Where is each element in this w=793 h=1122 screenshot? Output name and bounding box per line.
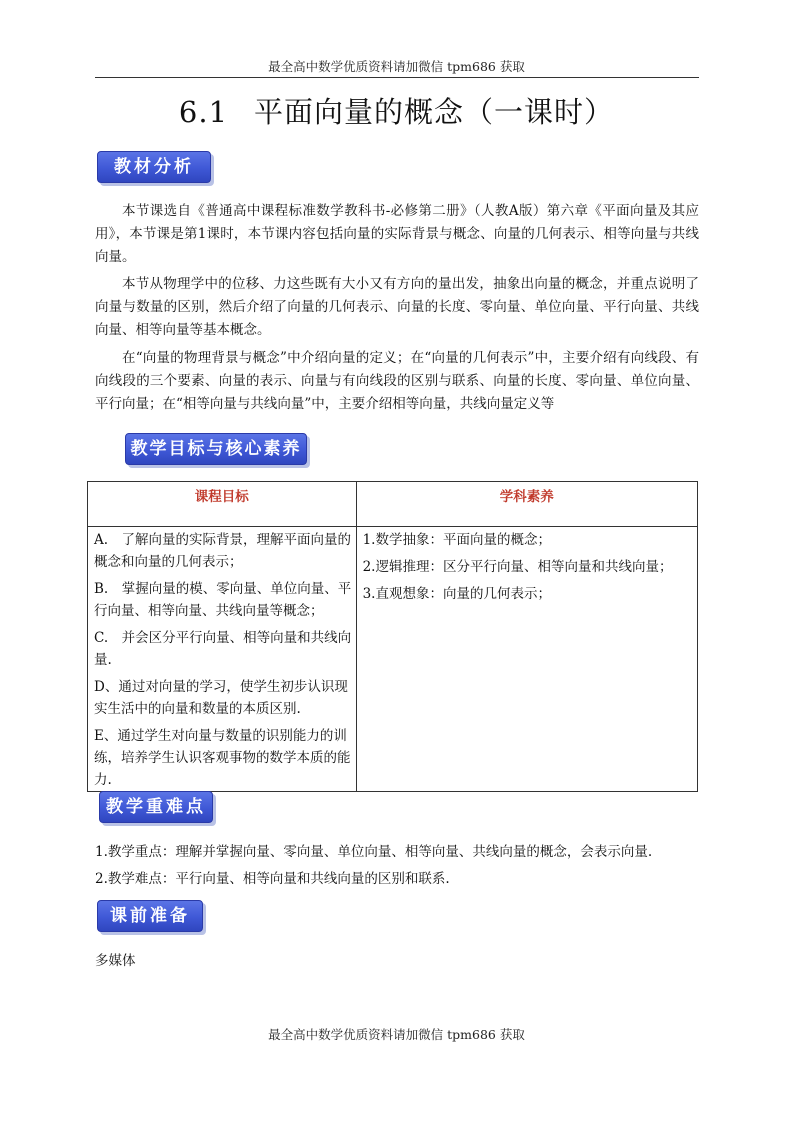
page-title [0, 90, 793, 131]
prep-text: 多媒体 [95, 953, 136, 969]
header-subject-literacy: 学科素养 [356, 482, 697, 527]
goals-table [87, 481, 698, 792]
section-badge-prep: 课前准备 [97, 900, 203, 932]
title-text: 平面向量的概念（一课时） [254, 95, 615, 129]
course-goal-d: D、通过对向量的学习，使学生初步认识现实生活中的向量和数量的本质区别. [94, 679, 348, 717]
analysis-paragraph-3: 在“向量的物理背景与概念”中介绍向量的定义；在“向量的几何表示”中，主要介绍有向线段、有向线段的三个要素、向量的表示、向量与有向线段的区别与联系、向量的长度、零向量、单位向量、平行向量；在“相等向量与共线向量”中，主要介绍相等向量，共线向量定义等 [95, 350, 699, 412]
analysis-paragraph-1: 本节课选自《普通高中课程标准数学教科书-必修第二册》（人教A版）第六章《平面向量及其应用》，本节课是第1课时，本节课内容包括向量的实际背景与概念、向量的几何表示、相等向量与共线向量。 [95, 203, 699, 265]
section-badge-analysis: 教材分析 [97, 151, 211, 183]
course-goal-c: C. 并会区分平行向量、相等向量和共线向量. [94, 630, 352, 668]
header-course-goals: 课程目标 [88, 482, 357, 527]
analysis-paragraph-2: 本节从物理学中的位移、力这些既有大小又有方向的量出发，抽象出向量的概念，并重点说明了向量与数量的区别，然后介绍了向量的几何表示、向量的长度、零向量、单位向量、平行向量、共线向量、相等向量等基本概念。 [95, 276, 699, 338]
section-badge-keypoints: 教学重难点 [99, 791, 213, 823]
course-goals-cell [88, 527, 357, 792]
literacy-item-2: 2.逻辑推理：区分平行向量、相等向量和共线向量； [362, 559, 673, 575]
key-point-line: 1.教学重点：理解并掌握向量、零向量、单位向量、相等向量、共线向量的概念，会表示向量. [95, 844, 653, 860]
course-goal-a: A. 了解向量的实际背景，理解平面向量的概念和向量的几何表示； [94, 532, 352, 570]
page-footer: 最全高中数学优质资料请加微信 tpm686 获取 [268, 1027, 525, 1042]
course-goal-b: B. 掌握向量的模、零向量、单位向量、平行向量、相等向量、共线向量等概念； [94, 581, 352, 619]
page-header: 最全高中数学优质资料请加微信 tpm686 获取 [268, 59, 525, 74]
title-number: 6.1 [178, 95, 229, 129]
section-badge-goals: 教学目标与核心素养 [125, 433, 307, 465]
literacy-item-3: 3.直观想象：向量的几何表示； [362, 586, 551, 602]
course-goal-e: E、通过学生对向量与数量的识别能力的训练，培养学生认识客观事物的数学本质的能力. [94, 728, 351, 788]
literacy-cell [356, 527, 697, 792]
header-divider [95, 77, 699, 78]
goals-table-header-row [88, 482, 698, 527]
difficult-point-line: 2.教学难点：平行向量、相等向量和共线向量的区别和联系. [95, 871, 450, 887]
literacy-item-1: 1.数学抽象：平面向量的概念； [362, 532, 551, 548]
goals-table-body-row [88, 527, 698, 792]
